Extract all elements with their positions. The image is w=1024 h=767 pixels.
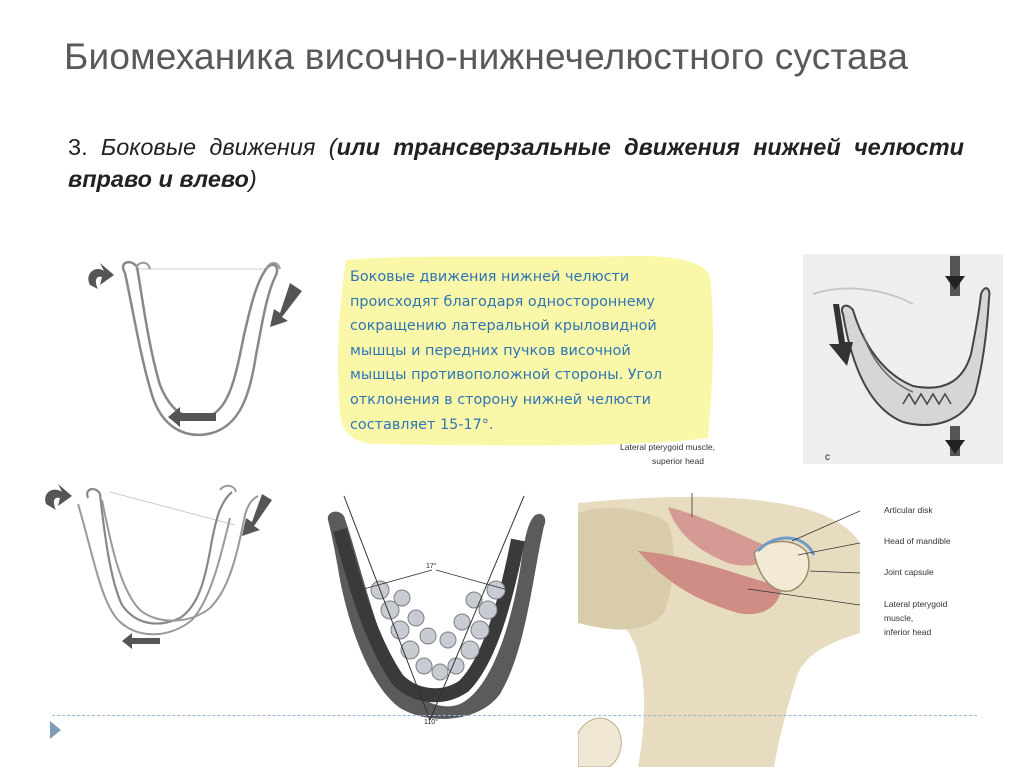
label-lp-superior-2: superior head: [652, 456, 704, 466]
note-line-7: составляет 15-17°.: [350, 416, 494, 433]
mandible-diagram-bottom: [40, 480, 310, 655]
angle-label-top: 17°: [426, 563, 437, 570]
subtitle-bold: или трансверзальные движения нижней челюсти вправо и влево: [68, 134, 964, 192]
subtitle-closing: ): [248, 166, 257, 192]
slide-subtitle: [68, 131, 964, 195]
slide-title: Биомеханика височно-нижнечелюстного сустава: [64, 36, 909, 77]
rotate-arrow-icon-2: [45, 484, 72, 510]
angle-label-bottom: 110°: [424, 719, 438, 726]
note-line-4: мышцы и передних пучков височной: [350, 342, 631, 359]
note-line-6: отклонения в сторону нижней челюсти: [350, 391, 651, 408]
subtitle-number: 3.: [68, 134, 88, 160]
label-lp-inferior-2: muscle,: [884, 613, 914, 623]
down-left-arrow-icon: [270, 283, 302, 327]
label-joint-capsule: Joint capsule: [884, 567, 934, 577]
rotate-arrow-icon: [88, 263, 114, 289]
left-arrow-icon-2: [122, 633, 160, 649]
note-text: [350, 265, 700, 437]
note-line-5: мышцы противоположной стороны. Угол: [350, 367, 663, 384]
label-lp-superior-1: Lateral pterygoid muscle,: [620, 442, 715, 452]
tmj-anatomy-illustration: [578, 493, 860, 767]
label-articular-disk: Articular disk: [884, 505, 933, 515]
xray-label: c: [825, 452, 830, 463]
note-line-2: происходят благодаря одностороннему: [350, 293, 655, 310]
mandible-diagram-top: [40, 255, 310, 445]
label-head-of-mandible: Head of mandible: [884, 536, 951, 546]
footer-divider: [52, 715, 977, 716]
note-line-3: сокращению латеральной крыловидной: [350, 318, 657, 335]
label-lp-inferior-3: inferior head: [884, 627, 932, 637]
down-left-arrow-icon-2: [242, 494, 272, 536]
label-lp-inferior-1: Lateral pterygoid: [884, 599, 948, 609]
subtitle-italic: Боковые движения (: [100, 134, 337, 160]
footer-triangle-icon: [50, 721, 61, 739]
note-line-1: Боковые движения нижней челюсти: [350, 269, 630, 285]
mandible-xray-image: [803, 254, 1003, 464]
mandible-photo: [320, 490, 548, 728]
